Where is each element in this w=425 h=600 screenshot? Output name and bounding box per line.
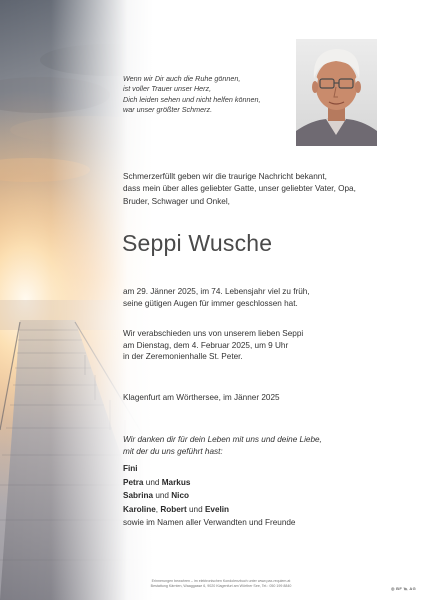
thanks-line: mit der du uns geführt hast: (123, 446, 223, 456)
mourner-row (123, 462, 403, 476)
announcement-line: Schmerzerfüllt geben wir die traurige Nachricht bekannt, (123, 172, 327, 181)
verse-line: ist voller Trauer unser Herz, (123, 84, 212, 94)
mourner-row (123, 476, 403, 490)
verse-line: Dich leiden sehen und nicht helfen können, (123, 94, 261, 104)
closing-line: sowie im Namen aller Verwandten und Freunde (123, 518, 296, 528)
mourners-list (123, 462, 403, 530)
place-and-date: Klagenfurt am Wörthersee, im Jänner 2025 (123, 393, 280, 402)
mourner-name: Markus (161, 477, 191, 487)
verse-line: war unser größter Schmerz. (123, 105, 213, 115)
funeral-home-footer (96, 579, 346, 589)
connector-text: und (153, 491, 172, 501)
announcement-text (123, 171, 403, 208)
mourner-name: Evelin (204, 504, 230, 514)
mourner-name: Nico (171, 491, 190, 501)
funeral-line: am Dienstag, dem 4. Februar 2025, um 9 Uhr (123, 340, 289, 350)
funeral-line: Wir verabschieden uns von unserem lieben Seppi (123, 329, 304, 338)
portrait-photo (296, 39, 377, 146)
memorial-verse (123, 74, 293, 116)
deceased-name: Seppi Wusche (122, 230, 273, 256)
death-line: am 29. Jänner 2025, im 74. Lebensjahr viel zu früh, (123, 287, 310, 296)
connector-text: , (155, 504, 161, 514)
mourner-name: Petra (123, 477, 144, 487)
death-details (123, 286, 403, 309)
death-line: seine gütigen Augen für immer geschlossen hat. (123, 298, 298, 308)
mourner-name: Sabrina (123, 491, 154, 501)
funeral-details (123, 328, 403, 363)
announcement-line: dass mein über alles geliebter Gatte, unser geliebter Vater, Opa, (123, 184, 356, 194)
mourner-name: Fini (123, 464, 138, 473)
funeral-line: in der Zeremonienhalle St. Peter. (123, 352, 243, 362)
mourner-name: Karoline (123, 504, 156, 514)
announcement-line: Bruder, Schwager und Onkel, (123, 196, 230, 206)
thanks-text (123, 434, 403, 457)
connector-text: und (186, 504, 205, 514)
mourner-name: Robert (160, 504, 187, 514)
mourner-row (123, 489, 403, 503)
footer-line: Erinnerungen bewahren – im elektronischen Kondolenzbuch unter www.pax-requiem.at (151, 579, 291, 583)
footer-line: Bestattung Kärnten, Waaggasse 6, 9020 Klagenfurt am Wörther See, Tel.: 050 199 8840 (150, 584, 292, 588)
mourner-row (123, 503, 403, 517)
connector-text: und (143, 477, 162, 487)
thanks-line: Wir danken dir für dein Leben mit uns und deine Liebe, (123, 435, 322, 444)
publisher-mark: ◎ BF ℡ AG (390, 586, 416, 591)
verse-line: Wenn wir Dir auch die Ruhe gönnen, (123, 74, 241, 83)
